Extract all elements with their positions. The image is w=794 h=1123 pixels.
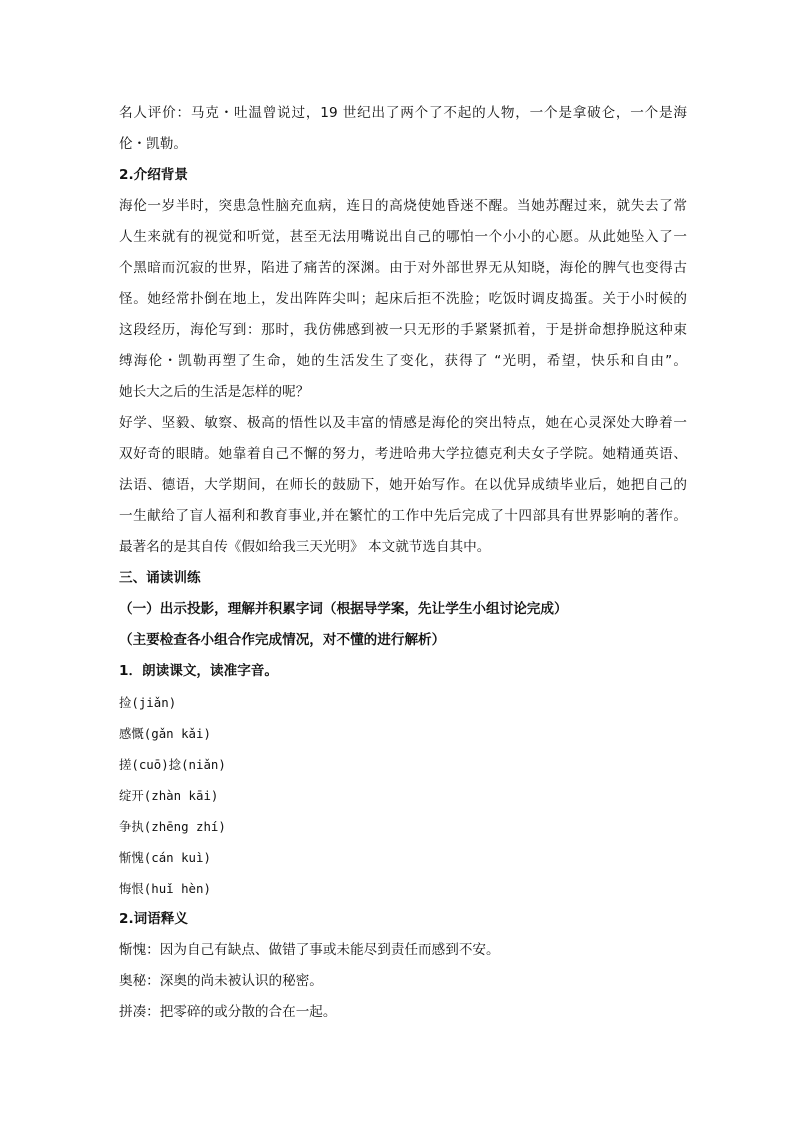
- background-para1-line: 她长大之后的生活是怎样的呢？: [119, 384, 310, 400]
- pronunciation-item: 搓(cuō)捻(niǎn): [119, 757, 226, 772]
- background-heading: 2.介绍背景: [119, 167, 188, 183]
- background-para1-line: 个黑暗而沉寂的世界，陷进了痛苦的深渊。由于对外部世界无从知晓，海伦的脾气也变得古: [119, 260, 687, 276]
- review-line-1: 名人评价：马克・吐温曾说过，19 世纪出了两个了不起的人物，一个是拿破仑，一个是海: [119, 105, 687, 121]
- reading-heading: 三、诵读训练: [119, 570, 201, 586]
- background-para1-line: 人生来就有的视觉和听觉，甚至无法用嘴说出自己的哪怕一个小小的心愿。从此她坠入了一: [119, 229, 687, 245]
- background-para2-line: 好学、坚毅、敏察、极高的悟性以及丰富的情感是海伦的突出特点，她在心灵深处大睁着一: [119, 415, 687, 431]
- definition-item: 拼凑：把零碎的或分散的合在一起。: [119, 1004, 337, 1020]
- background-para1-line: 怪。她经常扑倒在地上，发出阵阵尖叫；起床后拒不洗脸；吃饭时调皮捣蛋。关于小时候的: [119, 291, 687, 307]
- background-para2-line: 最著名的是其自传《假如给我三天光明》 本文就节选自其中。: [119, 539, 491, 555]
- background-para2-line: 双好奇的眼睛。她靠着自己不懈的努力，考进哈弗大学拉德克利夫女子学院。她精通英语、: [119, 446, 687, 462]
- pronunciation-item: 捡(jiǎn): [119, 695, 177, 710]
- pronunciation-item: 悔恨(huǐ hèn): [119, 881, 211, 896]
- background-para1-line: 海伦一岁半时，突患急性脑充血病，连日的高烧使她昏迷不醒。当她苏醒过来，就失去了常: [119, 198, 687, 214]
- reading-sub-1: （一）出示投影，理解并积累字词（根据导学案，先让学生小组讨论完成）: [119, 601, 568, 617]
- pronunciation-item: 争执(zhēng zhí): [119, 819, 226, 834]
- reading-step-2: 2.词语释义: [119, 911, 188, 927]
- background-para2-line: 一生献给了盲人福利和教育事业,并在繁忙的工作中先后完成了十四部具有世界影响的著作。: [119, 508, 687, 524]
- background-para1-line: 这段经历，海伦写到：那时，我仿佛感到被一只无形的手紧紧抓着，于是拼命想挣脱这种束: [119, 322, 687, 338]
- reading-step-1: 1．朗读课文，读准字音。: [119, 663, 278, 679]
- background-para1-line: 缚海伦・凯勒再塑了生命，她的生活发生了变化，获得了 “光明，希望，快乐和自由”。: [119, 353, 687, 369]
- reading-sub-2: （主要检查各小组合作完成情况，对不懂的进行解析）: [119, 632, 446, 648]
- review-line-2: 伦・凯勒。: [119, 136, 187, 152]
- pronunciation-item: 感慨(gǎn kǎi): [119, 726, 211, 741]
- definition-item: 惭愧：因为自己有缺点、做错了事或未能尽到责任而感到不安。: [119, 942, 500, 958]
- pronunciation-item: 惭愧(cán kuì): [119, 850, 211, 865]
- definition-item: 奥秘：深奥的尚未被认识的秘密。: [119, 973, 323, 989]
- background-para2-line: 法语、德语，大学期间，在师长的鼓励下，她开始写作。在以优异成绩毕业后，她把自己的: [119, 477, 687, 493]
- document-body: [119, 98, 687, 1028]
- pronunciation-item: 绽开(zhàn kāi): [119, 788, 219, 803]
